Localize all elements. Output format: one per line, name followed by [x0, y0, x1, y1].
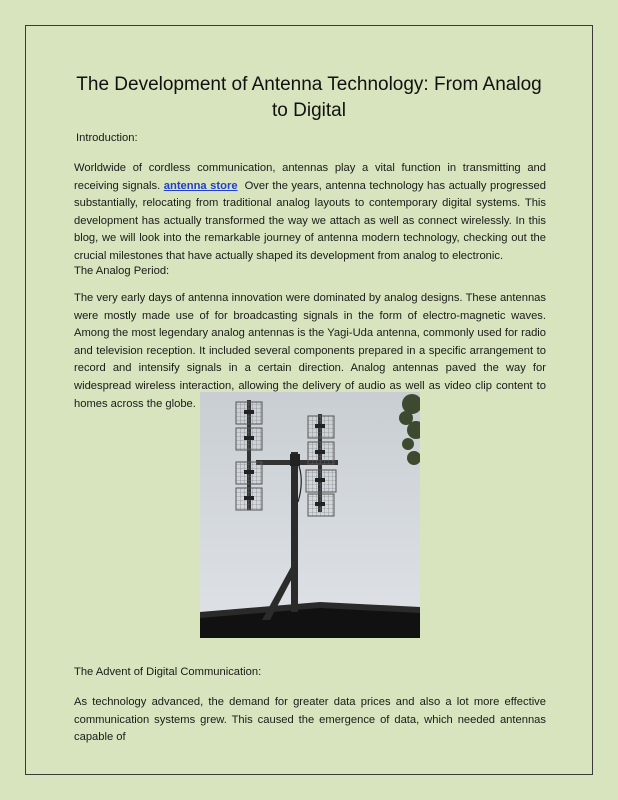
title-line-2: to Digital [272, 100, 346, 121]
analog-paragraph: The very early days of antenna innovation were dominated by analog designs. These antennas were mostly made use of for broadcasting signals in the form of electro-magnetic waves. Among the most legendary analog antennas is the Yagi-Uda antenna, commonly used for radio and television reception. It included several components prepared in a specific arrangement to record and intensify signals in a certain direction. Analog antennas paved the way for widespread wireless interaction, allowing the delivery of audio as well as video clip content to homes across the globe. [74, 292, 546, 410]
intro-text-after-link: Over the years, antenna technology has actually progressed substantially, relocating from traditional analog layouts to contemporary digital systems. This development has actually transformed the way we attach as well as connect wirelessly. In this blog, we will look into the remarkable journey of antenna modern technology, checking out the crucial milestones that have actually shaped its development from analog to electronic. [74, 179, 547, 262]
digital-heading: The Advent of Digital Communication: [74, 666, 262, 678]
digital-paragraph: As technology advanced, the demand for greater data prices and also a lot more effective communication systems grew. This caused the emergence of data, which needed antennas capable of [74, 696, 546, 744]
antenna-photo [200, 392, 420, 638]
intro-heading: Introduction: [76, 132, 138, 144]
antenna-store-link[interactable]: antenna store [163, 179, 238, 192]
title-line-1: The Development of Antenna Technology: From Analog [76, 74, 542, 95]
analog-heading: The Analog Period: [74, 265, 170, 277]
intro-paragraph [74, 160, 546, 266]
document-title [74, 72, 544, 124]
intro-text-before-link: Worldwide of cordless communication, antennas play a vital function in transmitting and receiving signals. [74, 162, 546, 192]
